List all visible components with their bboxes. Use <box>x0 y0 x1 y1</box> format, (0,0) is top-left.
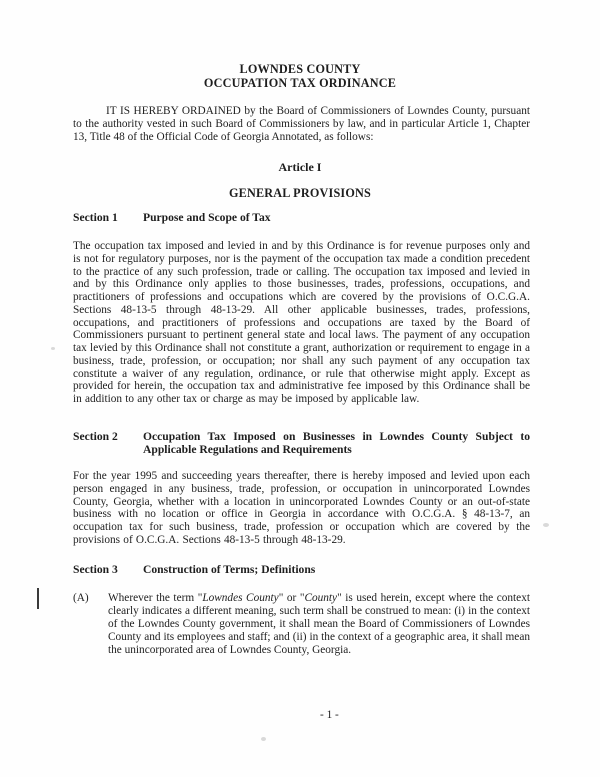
document-title-line-1: LOWNDES COUNTY <box>239 62 361 76</box>
section-2-body: For the year 1995 and succeeding years thereafter, there is hereby imposed and levied upon each person engaged in any business, trade, profession, or occupation in unincorporated Lowndes County, Georgia, whether with a location in unincorporated Lowndes County or an out-of-state business with no location or office in Georgia in accordance with O.C.G.A. § 48-13-7, an occupation tax for such business, trade, profession or occupation which are covered by the provisions of O.C.G.A. Sections 48-13-5 through 48-13-29. <box>73 470 530 546</box>
section-2-heading <box>73 430 530 456</box>
section-1-title: Purpose and Scope of Tax <box>143 211 271 224</box>
preamble-paragraph: IT IS HEREBY ORDAINED by the Board of Commissioners of Lowndes County, pursuant to the authority vested in such Board of Commissioners by law, and in particular Article 1, Chapter 13, Title 48 of the Official Code of Georgia Annotated, as follows: <box>73 105 530 144</box>
scan-speck <box>543 523 549 527</box>
section-3-item-a <box>73 592 530 657</box>
section-3-label: Section 3 <box>73 563 118 576</box>
section-3-heading <box>73 563 530 576</box>
margin-change-bar <box>37 588 39 609</box>
section-1-heading <box>73 211 530 224</box>
scan-speck <box>51 347 55 350</box>
section-1-label: Section 1 <box>73 211 118 224</box>
section-2-label: Section 2 <box>73 430 118 443</box>
item-a-label: (A) <box>73 592 89 604</box>
section-1-body: The occupation tax imposed and levied in and by this Ordinance is for revenue purposes only and is not for regulatory purposes, nor is the payment of the occupation tax made a condition precedent to the practice of any such profession, trade or calling. The occupation tax imposed and levied in and by this Ordinance only applies to those businesses, trades, professions, occupations, and practitioners of professions and occupations which are covered by the provisions of O.C.G.A. Sections 48-13-5 through 48-13-29. All other applicable businesses, trades, professions, occupations, and practitioners of professions and occupations are taxed by the Board of Commissioners pursuant to pertinent general state and local laws. The payment of any occupation tax levied by this Ordinance shall not constitute a grant, authorization or requirement to engage in a business, trade, profession, or occupation; nor shall any such payment of any occupation tax constitute a waiver of any regulation, ordinance, or rule that otherwise might apply. Except as provided for herein, the occupation tax and administrative fee imposed by this Ordinance shall be in addition to any other tax or charge as may be imposed by applicable law. <box>73 240 530 405</box>
article-subheading: GENERAL PROVISIONS <box>228 186 372 200</box>
scan-speck <box>261 737 266 741</box>
document-title <box>0 63 600 91</box>
section-3-title: Construction of Terms; Definitions <box>143 563 316 576</box>
article-heading: Article I <box>278 160 322 174</box>
section-2-title: Occupation Tax Imposed on Businesses in Lowndes County Subject to Applicable Regulations and Requirements <box>143 430 530 457</box>
page-number: - 1 - <box>320 709 339 721</box>
document-title-line-2: OCCUPATION TAX ORDINANCE <box>203 75 397 90</box>
item-a-text: Wherever the term "Lowndes County" or "County" is used herein, except where the context clearly indicates a different meaning, such term shall be construed to mean: (i) in the context of the Lowndes County government, it shall mean the Board of Commissioners of Lowndes County and its employees and staff; and (ii) in the context of a geographic area, it shall mean the unincorporated area of Lowndes County, Georgia. <box>108 592 530 656</box>
